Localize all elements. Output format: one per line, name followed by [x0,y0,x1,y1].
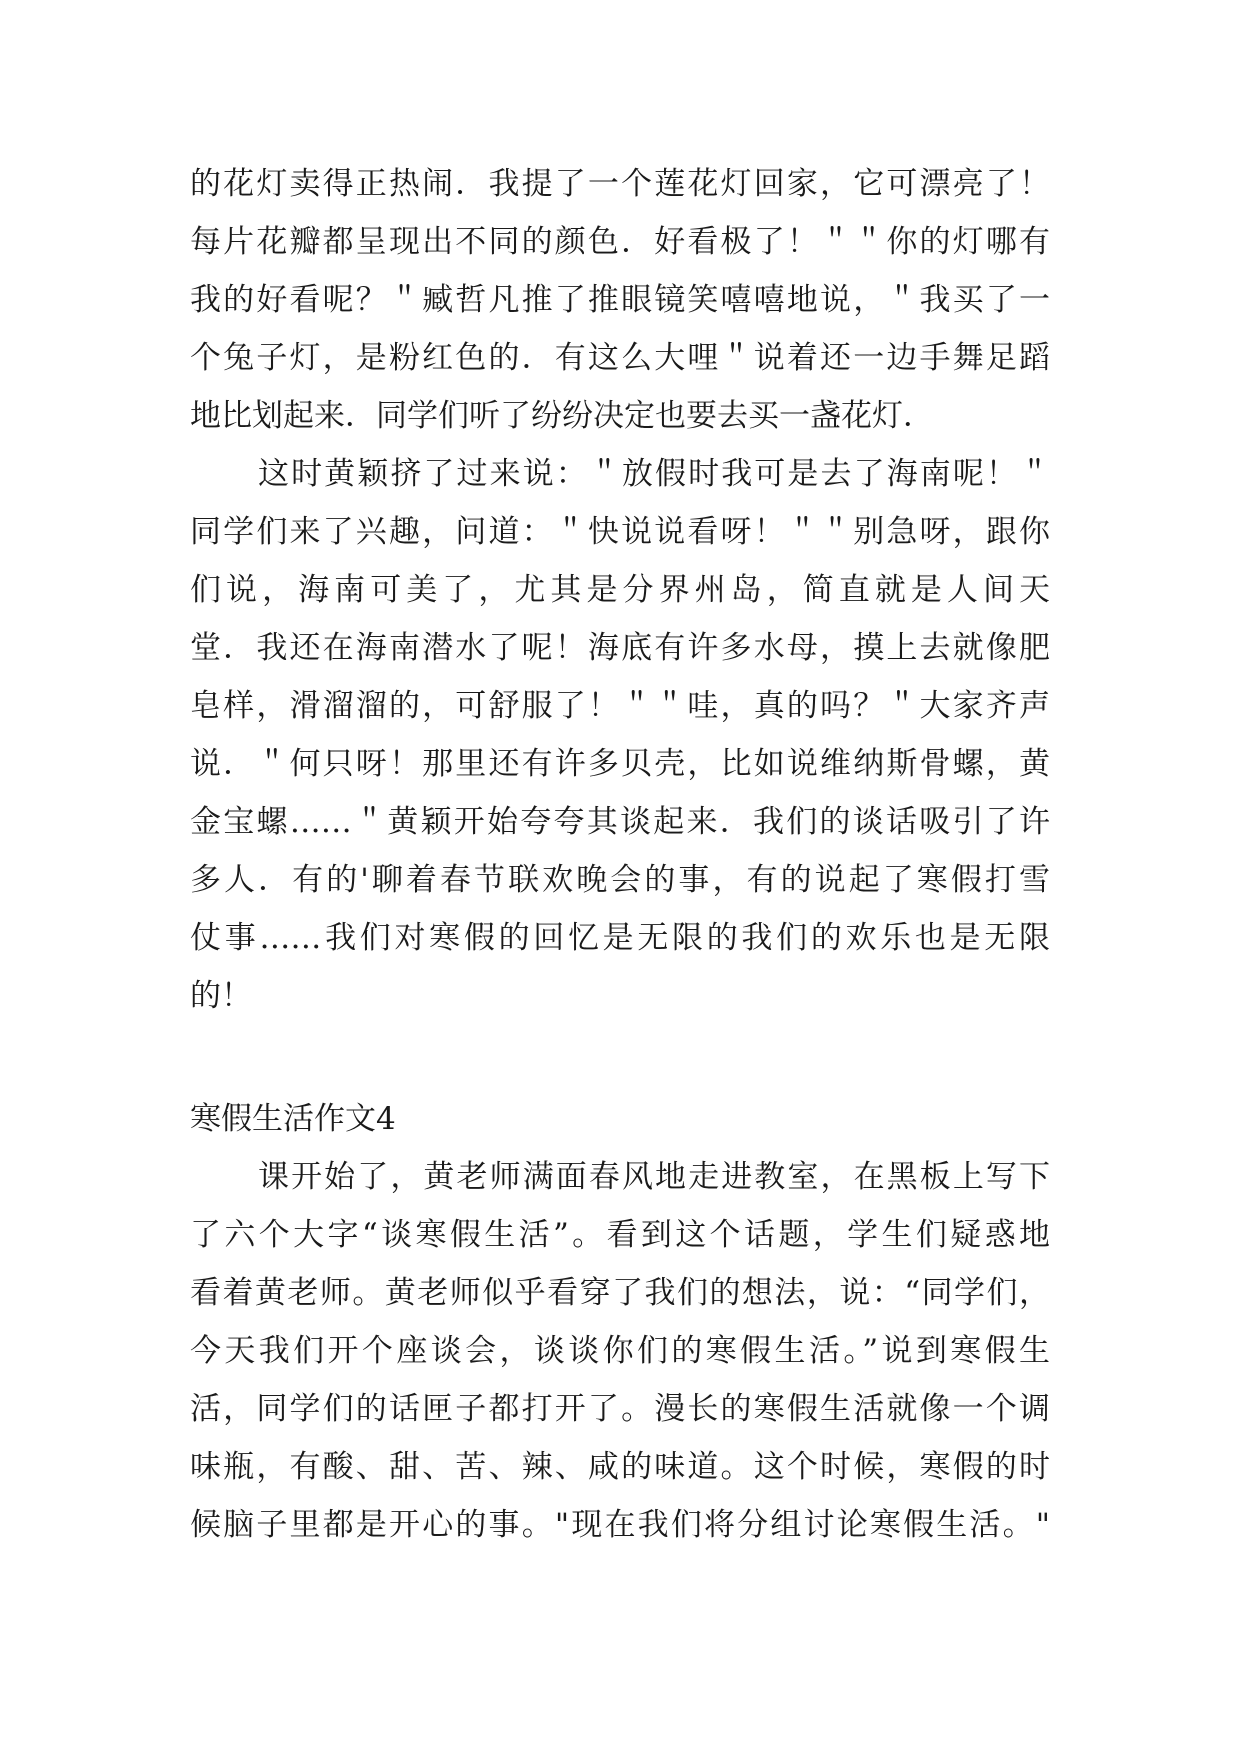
paragraph-line: 们说，海南可美了，尤其是分界州岛，简直就是人间天 [190,572,1050,608]
paragraph-line: 多人．有的'聊着春节联欢晚会的事，有的说起了寒假打雪 [190,862,1050,898]
paragraph-line: 每片花瓣都呈现出不同的颜色．好看极了！＂＂你的灯哪有 [190,224,1050,260]
paragraph-line: 课开始了，黄老师满面春风地走进教室，在黑板上写下 [258,1159,1050,1195]
paragraph-line: 候脑子里都是开心的事。"现在我们将分组讨论寒假生活。" [190,1507,1050,1543]
paragraph-line: 这时黄颖挤了过来说：＂放假时我可是去了海南呢！＂ [258,456,1050,492]
paragraph-line: 仗事……我们对寒假的回忆是无限的我们的欢乐也是无限 [190,920,1050,956]
paragraph-line: 金宝螺……＂黄颖开始夸夸其谈起来．我们的谈话吸引了许 [190,804,1050,840]
paragraph-line: 个兔子灯，是粉红色的．有这么大哩＂说着还一边手舞足蹈 [190,340,1050,376]
paragraph-line: 皂样，滑溜溜的，可舒服了！＂＂哇，真的吗？＂大家齐声 [190,688,1050,724]
paragraph-line: 的！ [190,978,252,1014]
paragraph-line: 同学们来了兴趣，问道：＂快说说看呀！＂＂别急呀，跟你 [190,514,1050,550]
paragraph-line: 活，同学们的话匣子都打开了。漫长的寒假生活就像一个调 [190,1391,1050,1427]
paragraph-line: 今天我们开个座谈会，谈谈你们的寒假生活。”说到寒假生 [190,1333,1050,1369]
paragraph-line: 我的好看呢？＂臧哲凡推了推眼镜笑嘻嘻地说，＂我买了一 [190,282,1050,318]
paragraph-line: 的花灯卖得正热闹．我提了一个莲花灯回家，它可漂亮了！ [190,166,1050,202]
essay-3-continued [190,155,1050,1025]
essay-4-body [190,1148,1050,1554]
paragraph-line: 了六个大字“谈寒假生活”。看到这个话题，学生们疑惑地 [190,1217,1050,1253]
paragraph-line: 看着黄老师。黄老师似乎看穿了我们的想法，说：“同学们， [190,1275,1050,1311]
paragraph-line: 堂．我还在海南潜水了呢！海底有许多水母，摸上去就像肥 [190,630,1050,666]
essay-4-heading: 寒假生活作文4 [190,1101,396,1137]
paragraph-line: 地比划起来．同学们听了纷纷决定也要去买一盏花灯． [190,398,934,434]
paragraph-line: 味瓶，有酸、甜、苦、辣、咸的味道。这个时候，寒假的时 [190,1449,1050,1485]
paragraph-line: 说．＂何只呀！那里还有许多贝壳，比如说维纳斯骨螺，黄 [190,746,1050,782]
